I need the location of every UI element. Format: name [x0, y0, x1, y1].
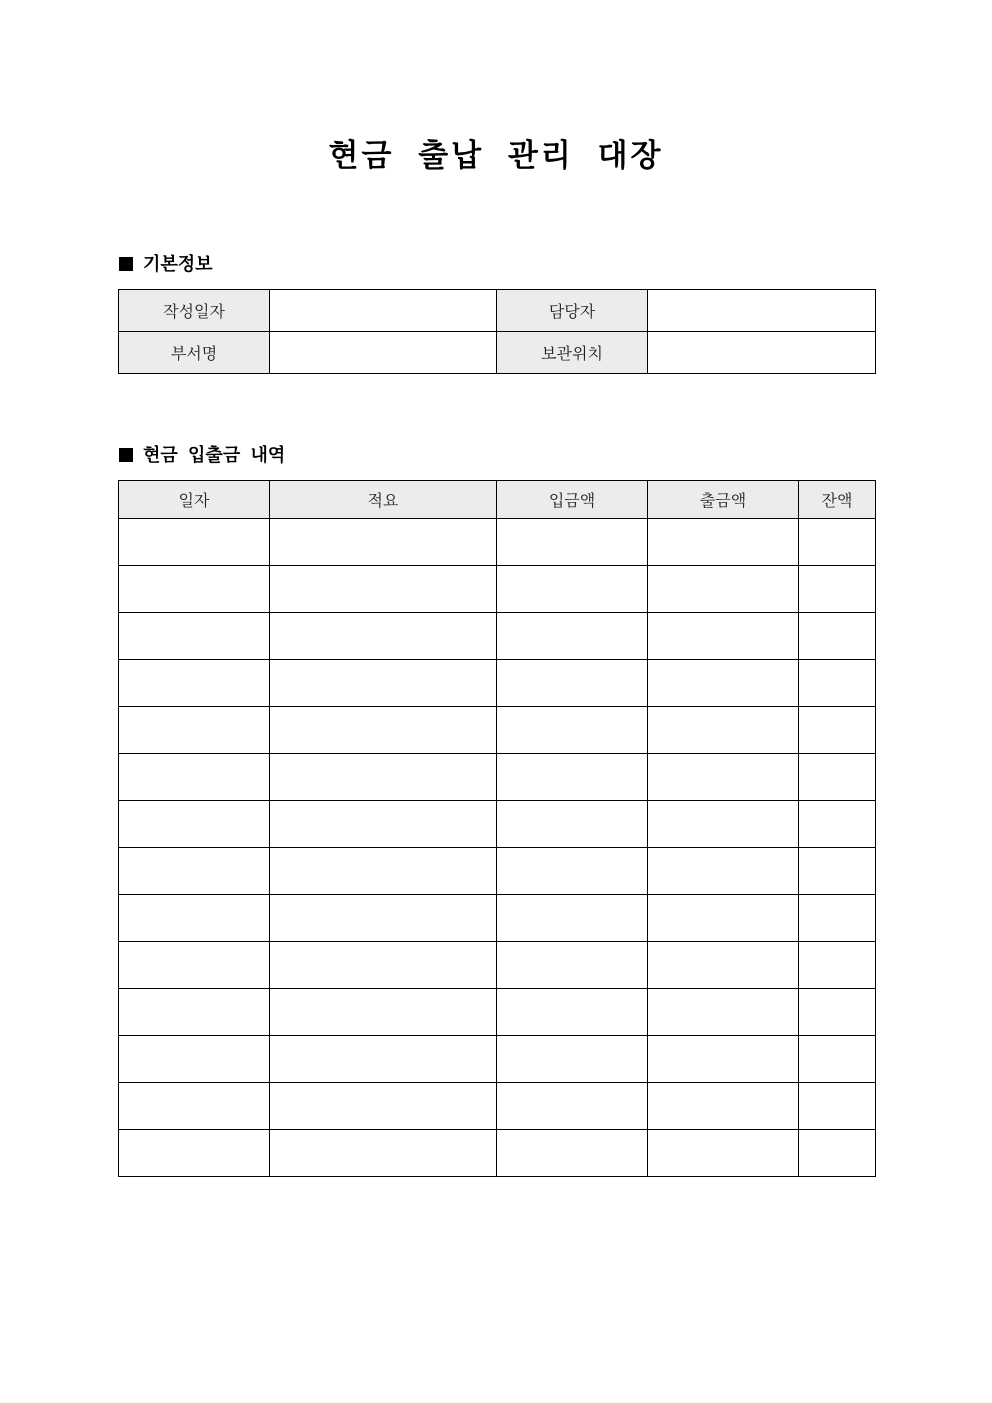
withdrawal-cell[interactable] [648, 754, 799, 801]
date-cell[interactable] [119, 754, 270, 801]
description-cell[interactable] [270, 660, 497, 707]
withdrawal-cell[interactable] [648, 801, 799, 848]
description-cell[interactable] [270, 707, 497, 754]
manager-label: 담당자 [497, 290, 648, 332]
withdrawal-cell[interactable] [648, 1036, 799, 1083]
deposit-cell[interactable] [497, 1130, 648, 1177]
square-bullet-icon [119, 257, 133, 271]
balance-cell[interactable] [799, 1036, 876, 1083]
created-date-label: 작성일자 [119, 290, 270, 332]
date-cell[interactable] [119, 895, 270, 942]
withdrawal-cell[interactable] [648, 707, 799, 754]
date-cell[interactable] [119, 848, 270, 895]
ledger-row [119, 1036, 876, 1083]
balance-cell[interactable] [799, 754, 876, 801]
date-cell[interactable] [119, 801, 270, 848]
basic-info-row [119, 332, 876, 374]
square-bullet-icon [119, 448, 133, 462]
ledger-row [119, 801, 876, 848]
ledger-table [118, 480, 876, 1177]
ledger-header-row [119, 481, 876, 519]
description-cell[interactable] [270, 1083, 497, 1130]
withdrawal-cell[interactable] [648, 566, 799, 613]
balance-cell[interactable] [799, 613, 876, 660]
balance-cell[interactable] [799, 801, 876, 848]
ledger-row [119, 754, 876, 801]
balance-cell[interactable] [799, 660, 876, 707]
ledger-row [119, 942, 876, 989]
column-header-date: 일자 [119, 481, 270, 519]
description-cell[interactable] [270, 754, 497, 801]
withdrawal-cell[interactable] [648, 613, 799, 660]
withdrawal-cell[interactable] [648, 989, 799, 1036]
balance-cell[interactable] [799, 519, 876, 566]
storage-location-field[interactable] [648, 332, 876, 374]
ledger-row [119, 660, 876, 707]
department-field[interactable] [270, 332, 497, 374]
deposit-cell[interactable] [497, 660, 648, 707]
deposit-cell[interactable] [497, 1036, 648, 1083]
description-cell[interactable] [270, 519, 497, 566]
ledger-row [119, 989, 876, 1036]
ledger-row [119, 1083, 876, 1130]
date-cell[interactable] [119, 707, 270, 754]
description-cell[interactable] [270, 566, 497, 613]
description-cell[interactable] [270, 989, 497, 1036]
page-title: 현금 출납 관리 대장 [328, 138, 664, 174]
manager-field[interactable] [648, 290, 876, 332]
deposit-cell[interactable] [497, 1083, 648, 1130]
ledger-row [119, 895, 876, 942]
description-cell[interactable] [270, 1130, 497, 1177]
date-cell[interactable] [119, 1130, 270, 1177]
description-cell[interactable] [270, 848, 497, 895]
deposit-cell[interactable] [497, 754, 648, 801]
ledger-heading-text: 현금 입출금 내역 [143, 445, 286, 466]
description-cell[interactable] [270, 1036, 497, 1083]
ledger-row [119, 848, 876, 895]
ledger-body [119, 519, 876, 1177]
storage-location-label: 보관위치 [497, 332, 648, 374]
deposit-cell[interactable] [497, 895, 648, 942]
date-cell[interactable] [119, 660, 270, 707]
ledger-row [119, 707, 876, 754]
balance-cell[interactable] [799, 848, 876, 895]
ledger-row [119, 1130, 876, 1177]
deposit-cell[interactable] [497, 848, 648, 895]
balance-cell[interactable] [799, 942, 876, 989]
description-cell[interactable] [270, 942, 497, 989]
deposit-cell[interactable] [497, 566, 648, 613]
description-cell[interactable] [270, 801, 497, 848]
basic-info-row [119, 290, 876, 332]
ledger-row [119, 566, 876, 613]
basic-info-heading [119, 253, 213, 277]
withdrawal-cell[interactable] [648, 1083, 799, 1130]
date-cell[interactable] [119, 613, 270, 660]
department-label: 부서명 [119, 332, 270, 374]
deposit-cell[interactable] [497, 801, 648, 848]
date-cell[interactable] [119, 942, 270, 989]
withdrawal-cell[interactable] [648, 1130, 799, 1177]
deposit-cell[interactable] [497, 519, 648, 566]
withdrawal-cell[interactable] [648, 942, 799, 989]
balance-cell[interactable] [799, 1083, 876, 1130]
balance-cell[interactable] [799, 1130, 876, 1177]
column-header-balance: 잔액 [799, 481, 876, 519]
deposit-cell[interactable] [497, 613, 648, 660]
date-cell[interactable] [119, 989, 270, 1036]
description-cell[interactable] [270, 613, 497, 660]
ledger-heading [119, 444, 285, 468]
column-header-description: 적요 [270, 481, 497, 519]
basic-info-table [118, 289, 876, 374]
balance-cell[interactable] [799, 707, 876, 754]
deposit-cell[interactable] [497, 942, 648, 989]
balance-cell[interactable] [799, 566, 876, 613]
withdrawal-cell[interactable] [648, 848, 799, 895]
basic-info-heading-text: 기본정보 [143, 254, 213, 275]
deposit-cell[interactable] [497, 707, 648, 754]
ledger-row [119, 613, 876, 660]
deposit-cell[interactable] [497, 989, 648, 1036]
column-header-withdrawal: 출금액 [648, 481, 799, 519]
column-header-deposit: 입금액 [497, 481, 648, 519]
created-date-field[interactable] [270, 290, 497, 332]
balance-cell[interactable] [799, 989, 876, 1036]
date-cell[interactable] [119, 1036, 270, 1083]
date-cell[interactable] [119, 566, 270, 613]
date-cell[interactable] [119, 1083, 270, 1130]
balance-cell[interactable] [799, 895, 876, 942]
ledger-row [119, 519, 876, 566]
date-cell[interactable] [119, 519, 270, 566]
withdrawal-cell[interactable] [648, 660, 799, 707]
withdrawal-cell[interactable] [648, 519, 799, 566]
description-cell[interactable] [270, 895, 497, 942]
withdrawal-cell[interactable] [648, 895, 799, 942]
